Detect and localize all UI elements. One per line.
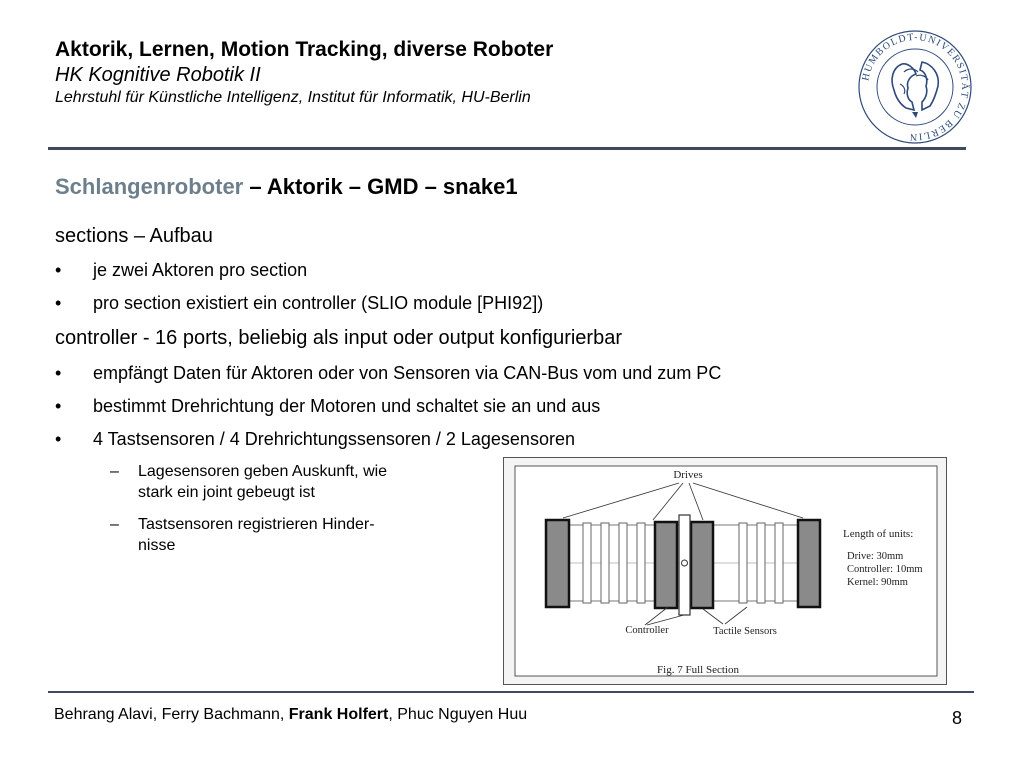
- sub-bullet-line: Tastsensoren registrieren Hinder-: [138, 516, 375, 533]
- slide-title: [55, 174, 518, 200]
- header-chair: Lehrstuhl für Künstliche Intelligenz, Institut für Informatik, HU-Berlin: [55, 89, 531, 106]
- bullet-text: 4 Tastsensoren / 4 Drehrichtungssensoren / 2 Lagesensoren: [93, 429, 575, 449]
- bullet-marker: •: [55, 363, 62, 383]
- drive-length: Drive: 30mm: [847, 551, 904, 562]
- length-heading: Length of units:: [843, 528, 914, 540]
- tactile-sensors-label: Tactile Sensors: [713, 626, 777, 637]
- controller-label: Controller: [625, 625, 669, 636]
- slide-title-rest: – Aktorik – GMD – snake1: [243, 174, 518, 199]
- figure-caption: Fig. 7 Full Section: [657, 664, 739, 676]
- sub-bullet-line: stark ein joint gebeugt ist: [138, 484, 315, 501]
- header-title: Aktorik, Lernen, Motion Tracking, diverse Roboter: [55, 38, 554, 61]
- header-subtitle: HK Kognitive Robotik II: [55, 64, 261, 86]
- slide-header: [55, 37, 553, 109]
- bullet-marker: •: [55, 293, 62, 313]
- controller-length: Controller: 10mm: [847, 564, 923, 575]
- footer-authors-after: , Phuc Nguyen Huu: [388, 706, 528, 723]
- drives-label: Drives: [673, 469, 703, 481]
- footer-authors-before: Behrang Alavi, Ferry Bachmann,: [54, 706, 289, 723]
- page-number: 8: [952, 708, 963, 728]
- footer-divider: [48, 691, 974, 693]
- university-seal-icon: [856, 28, 974, 146]
- header-divider: [48, 147, 966, 150]
- bullet-text: pro section existiert ein controller (SLIO module [PHI92]): [93, 293, 544, 313]
- dash-marker: –: [110, 516, 119, 533]
- slide-title-accent: Schlangenroboter: [55, 174, 244, 199]
- snake-section-figure: [503, 457, 947, 685]
- bullet-marker: •: [55, 396, 62, 416]
- bullet-text: bestimmt Drehrichtung der Motoren und schaltet sie an und aus: [93, 396, 601, 416]
- bullet-marker: •: [55, 260, 62, 280]
- bullet-text: empfängt Daten für Aktoren oder von Sensoren via CAN-Bus vom und zum PC: [93, 363, 722, 383]
- footer-author-bold: Frank Holfert: [288, 706, 389, 723]
- dash-marker: –: [110, 463, 119, 480]
- controller-heading: controller - 16 ports, beliebig als input oder output konfigurierbar: [55, 327, 622, 349]
- footer-authors: [54, 706, 527, 724]
- seal-ring-text: HUMBOLDT-UNIVERSITÄT ZU BERLIN: [860, 31, 971, 143]
- sub-bullet-line: Lagesensoren geben Auskunft, wie: [138, 463, 388, 480]
- bullet-marker: •: [55, 429, 62, 449]
- sections-heading: sections – Aufbau: [55, 225, 213, 247]
- bullet-text: je zwei Aktoren pro section: [93, 260, 308, 280]
- sub-bullet-line: nisse: [138, 537, 176, 554]
- kernel-length: Kernel: 90mm: [847, 577, 908, 588]
